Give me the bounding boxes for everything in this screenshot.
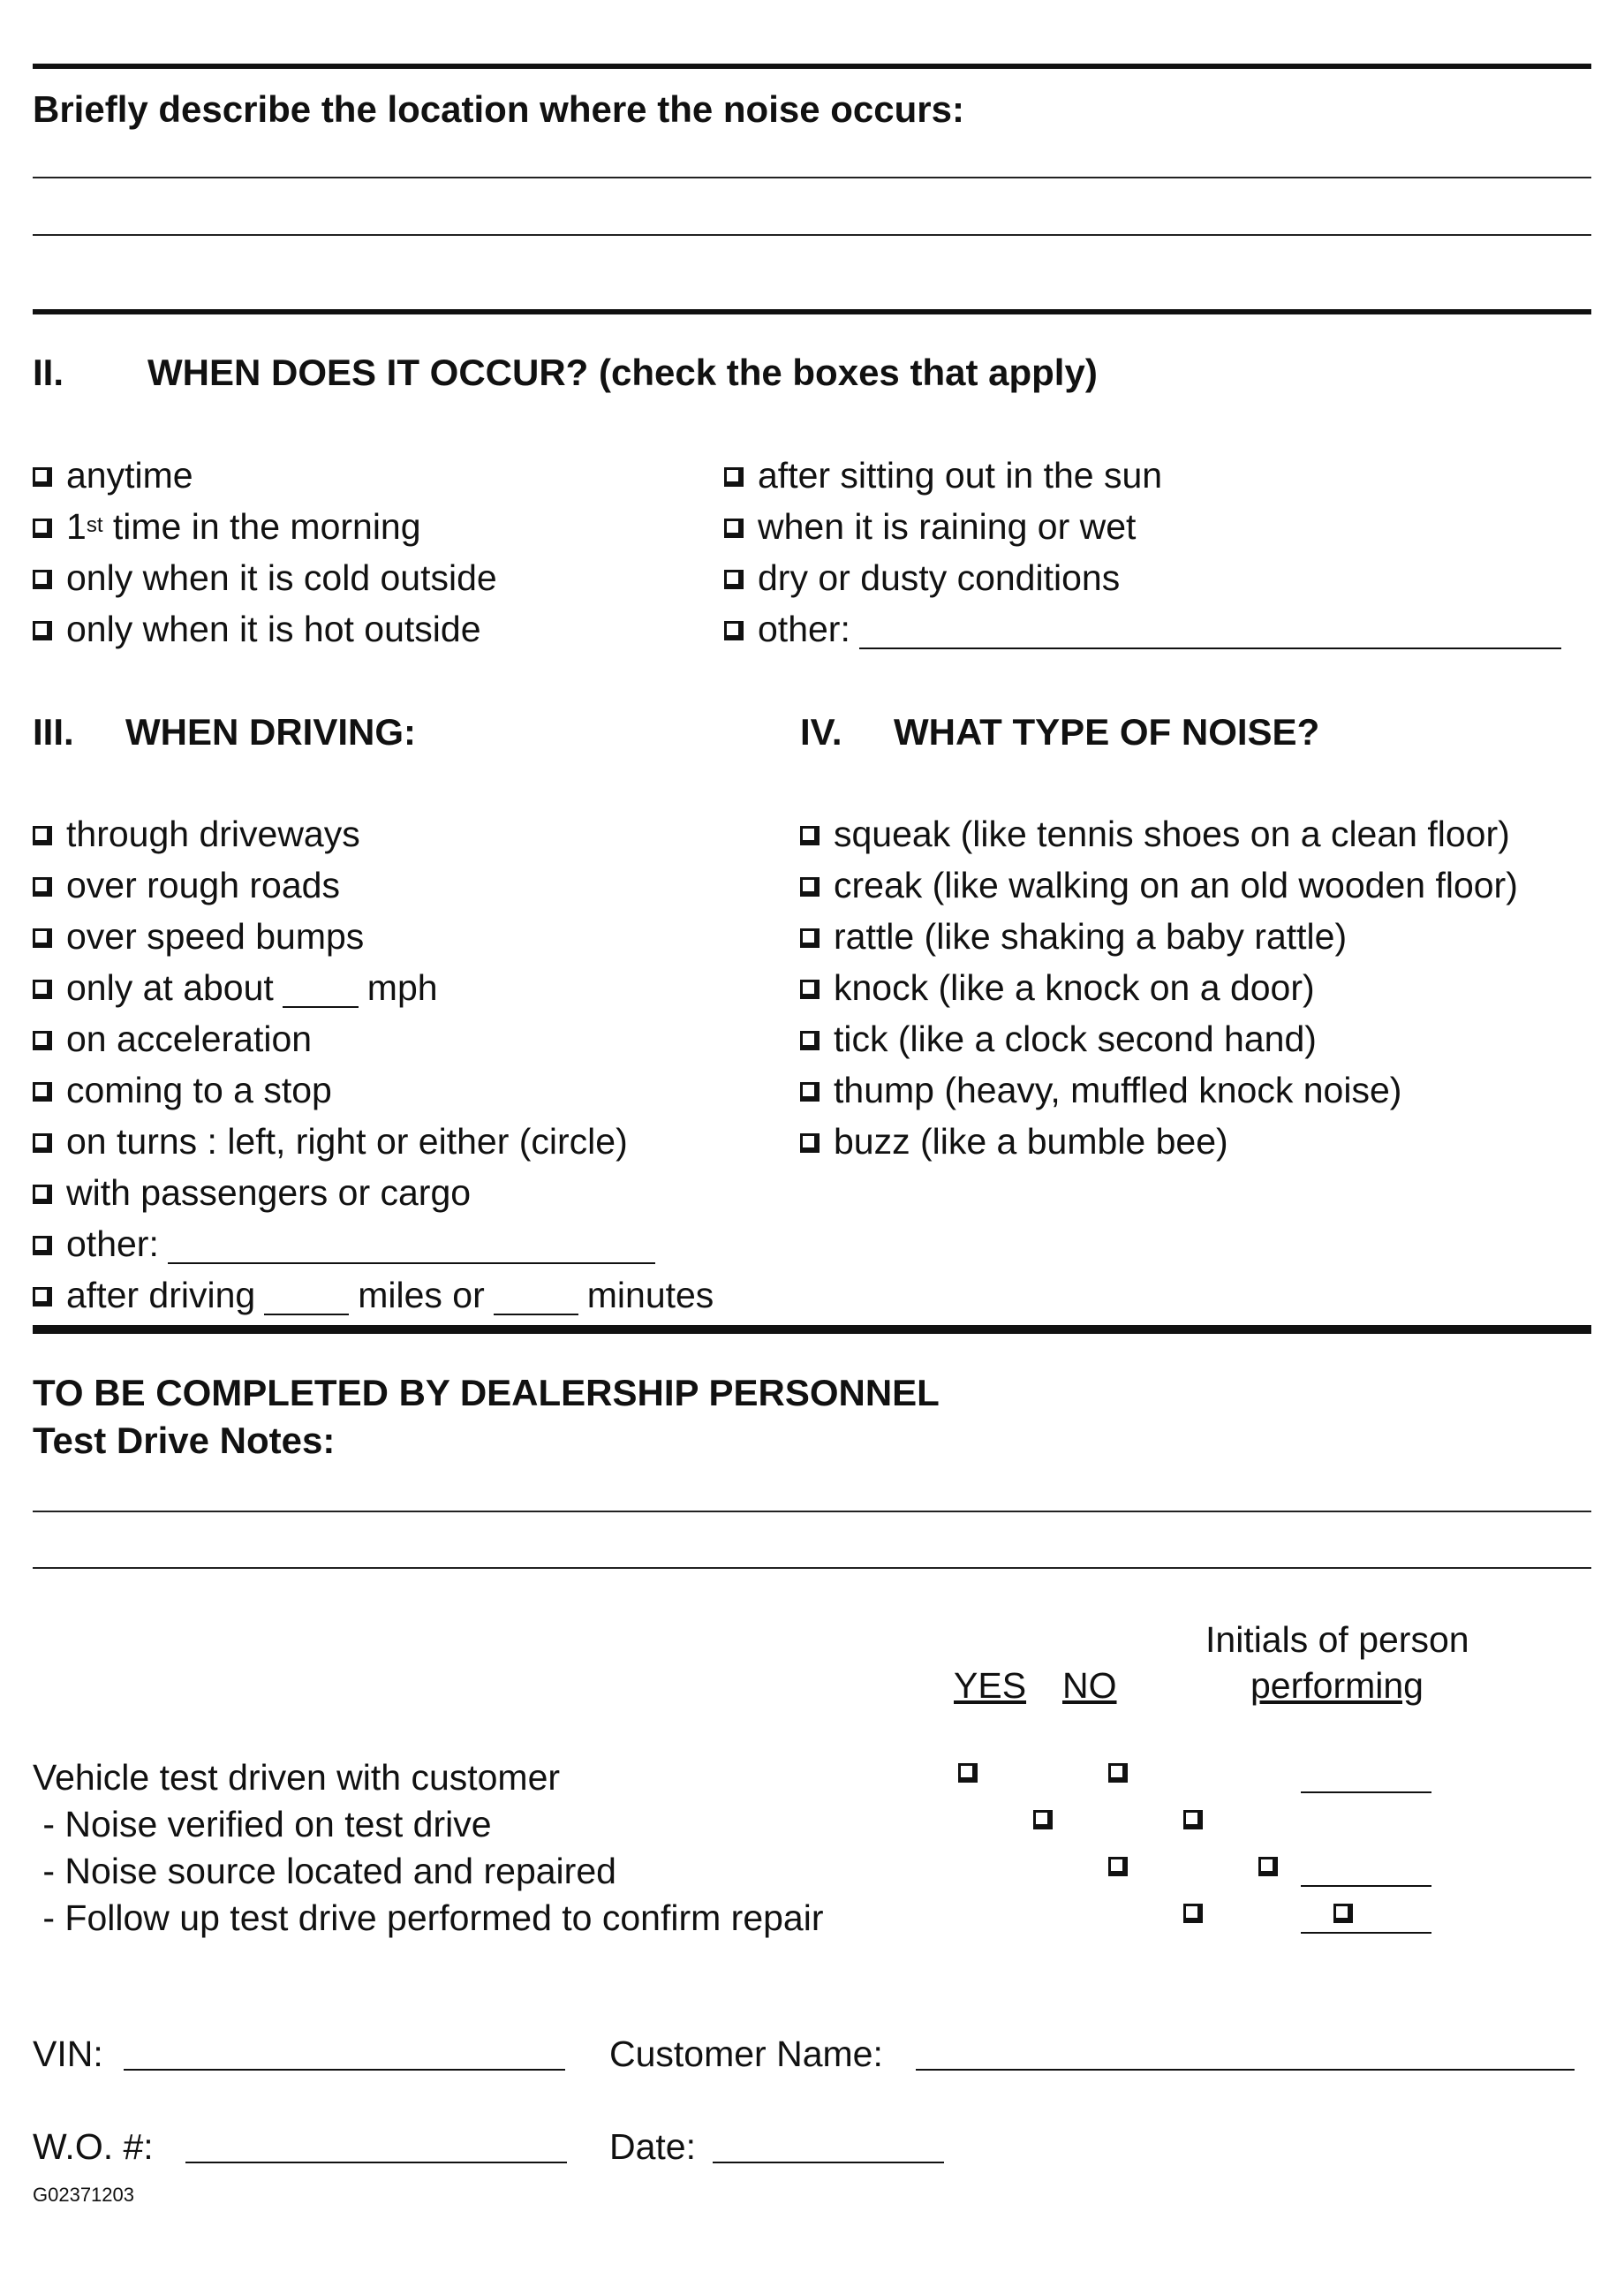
- checkbox-icon[interactable]: [33, 1236, 52, 1255]
- checkbox-icon[interactable]: [724, 570, 744, 589]
- miles-field[interactable]: [264, 1284, 349, 1315]
- no-column-header: NO: [1062, 1665, 1117, 1706]
- initials-header-line2: performing: [1250, 1665, 1424, 1706]
- location-prompt: Briefly describe the location where the noise occurs:: [33, 88, 964, 130]
- checkbox-icon[interactable]: [33, 1185, 52, 1204]
- checkbox-icon[interactable]: [33, 1031, 52, 1050]
- checkbox-icon[interactable]: [33, 467, 52, 487]
- checkbox-other-driving[interactable]: other:: [33, 1226, 664, 1262]
- checkbox-rough-roads[interactable]: over rough roads: [33, 867, 340, 904]
- checkbox-icon[interactable]: [33, 1287, 52, 1306]
- checkbox-icon[interactable]: [33, 826, 52, 845]
- initials-field[interactable]: [1301, 1791, 1431, 1793]
- checkbox-icon[interactable]: [724, 467, 744, 487]
- checkbox-squeak[interactable]: squeak (like tennis shoes on a clean floor): [800, 816, 1510, 852]
- wo-field[interactable]: [185, 2162, 567, 2163]
- checkbox-cold-outside[interactable]: only when it is cold outside: [33, 560, 497, 596]
- section4-title: WHAT TYPE OF NOISE?: [894, 711, 1320, 753]
- checkbox-rattle[interactable]: rattle (like shaking a baby rattle): [800, 919, 1347, 955]
- row-label-test-driven: Vehicle test driven with customer: [33, 1757, 561, 1798]
- checkbox-on-turns[interactable]: on turns : left, right or either (circle): [33, 1124, 628, 1160]
- yes-checkbox[interactable]: [958, 1763, 978, 1783]
- checkbox-creak[interactable]: creak (like walking on an old wooden floor): [800, 867, 1518, 904]
- minutes-field[interactable]: [494, 1284, 578, 1315]
- checkbox-at-speed[interactable]: only at about mph: [33, 970, 438, 1006]
- location-answer-line-1[interactable]: [33, 177, 1591, 178]
- figure-code: G02371203: [33, 2184, 134, 2206]
- yes-checkbox[interactable]: [1183, 1904, 1203, 1923]
- checkbox-anytime[interactable]: anytime: [33, 458, 193, 494]
- no-checkbox[interactable]: [1333, 1904, 1353, 1923]
- checkbox-first-time-morning[interactable]: 1 $^{st}$ time in the morning: [33, 509, 421, 545]
- location-answer-line-2[interactable]: [33, 234, 1591, 236]
- checkbox-icon[interactable]: [33, 621, 52, 640]
- checkbox-raining-wet[interactable]: when it is raining or wet: [724, 509, 1136, 545]
- customer-name-label: Customer Name:: [609, 2033, 883, 2074]
- other-conditions-field[interactable]: [859, 617, 1561, 649]
- vin-label: VIN:: [33, 2033, 103, 2074]
- checkbox-icon[interactable]: [800, 826, 820, 845]
- checkbox-icon[interactable]: [800, 1082, 820, 1102]
- date-field[interactable]: [713, 2162, 944, 2163]
- other-driving-field[interactable]: [168, 1232, 655, 1264]
- checkbox-acceleration[interactable]: on acceleration: [33, 1021, 312, 1057]
- checkbox-passengers-cargo[interactable]: with passengers or cargo: [33, 1175, 471, 1211]
- checkbox-icon[interactable]: [33, 877, 52, 897]
- checkbox-icon[interactable]: [33, 928, 52, 948]
- initials-field[interactable]: [1301, 1932, 1431, 1934]
- checkbox-dry-dusty[interactable]: dry or dusty conditions: [724, 560, 1120, 596]
- checkbox-icon[interactable]: [33, 980, 52, 999]
- checkbox-icon[interactable]: [724, 621, 744, 640]
- section4-number: IV.: [800, 711, 842, 753]
- row-label-source-repaired: - Noise source located and repaired: [33, 1851, 616, 1891]
- row-label-follow-up: - Follow up test drive performed to confirm repair: [33, 1897, 824, 1938]
- speed-field[interactable]: [283, 976, 359, 1008]
- yes-checkbox[interactable]: [1033, 1810, 1053, 1829]
- checkbox-icon[interactable]: [33, 1133, 52, 1153]
- dealer-title: TO BE COMPLETED BY DEALERSHIP PERSONNEL: [33, 1372, 940, 1413]
- checkbox-icon[interactable]: [800, 928, 820, 948]
- checkbox-other-conditions[interactable]: other:: [724, 611, 1570, 648]
- checkbox-icon[interactable]: [33, 570, 52, 589]
- top-divider: [33, 64, 1591, 69]
- yes-checkbox[interactable]: [1108, 1857, 1128, 1876]
- no-checkbox[interactable]: [1108, 1763, 1128, 1783]
- section3-number: III.: [33, 711, 74, 753]
- row-label-noise-verified: - Noise verified on test drive: [33, 1804, 492, 1844]
- checkbox-icon[interactable]: [724, 519, 744, 538]
- section2-title: WHEN DOES IT OCCUR? (check the boxes that apply): [147, 352, 1098, 393]
- notes-line-2[interactable]: [33, 1567, 1591, 1569]
- customer-name-field[interactable]: [916, 2069, 1575, 2071]
- checkbox-icon[interactable]: [33, 1082, 52, 1102]
- section3-title: WHEN DRIVING:: [125, 711, 416, 753]
- checkbox-knock[interactable]: knock (like a knock on a door): [800, 970, 1315, 1006]
- checkbox-after-sun[interactable]: after sitting out in the sun: [724, 458, 1162, 494]
- checkbox-icon[interactable]: [800, 980, 820, 999]
- checkbox-icon[interactable]: [800, 877, 820, 897]
- checkbox-driveways[interactable]: through driveways: [33, 816, 360, 852]
- yes-column-header: YES: [954, 1665, 1027, 1706]
- initials-header-line1: Initials of person: [1205, 1619, 1469, 1660]
- section2-number: II.: [33, 352, 64, 393]
- dealer-divider: [33, 1325, 1591, 1334]
- checkbox-tick[interactable]: tick (like a clock second hand): [800, 1021, 1317, 1057]
- section-divider: [33, 309, 1591, 314]
- checkbox-hot-outside[interactable]: only when it is hot outside: [33, 611, 481, 648]
- checkbox-coming-to-stop[interactable]: coming to a stop: [33, 1072, 332, 1109]
- date-label: Date:: [609, 2126, 696, 2167]
- checkbox-speed-bumps[interactable]: over speed bumps: [33, 919, 364, 955]
- checkbox-icon[interactable]: [800, 1031, 820, 1050]
- checkbox-after-driving[interactable]: after driving miles or minutes: [33, 1277, 714, 1314]
- checkbox-buzz[interactable]: buzz (like a bumble bee): [800, 1124, 1228, 1160]
- initials-field[interactable]: [1301, 1885, 1431, 1887]
- checkbox-thump[interactable]: thump (heavy, muffled knock noise): [800, 1072, 1401, 1109]
- wo-label: W.O. #:: [33, 2126, 154, 2167]
- vin-field[interactable]: [124, 2069, 565, 2071]
- no-checkbox[interactable]: [1258, 1857, 1278, 1876]
- checkbox-icon[interactable]: [33, 519, 52, 538]
- notes-line-1[interactable]: [33, 1511, 1591, 1512]
- test-drive-notes-label: Test Drive Notes:: [33, 1420, 336, 1461]
- checkbox-icon[interactable]: [800, 1133, 820, 1153]
- no-checkbox[interactable]: [1183, 1810, 1203, 1829]
